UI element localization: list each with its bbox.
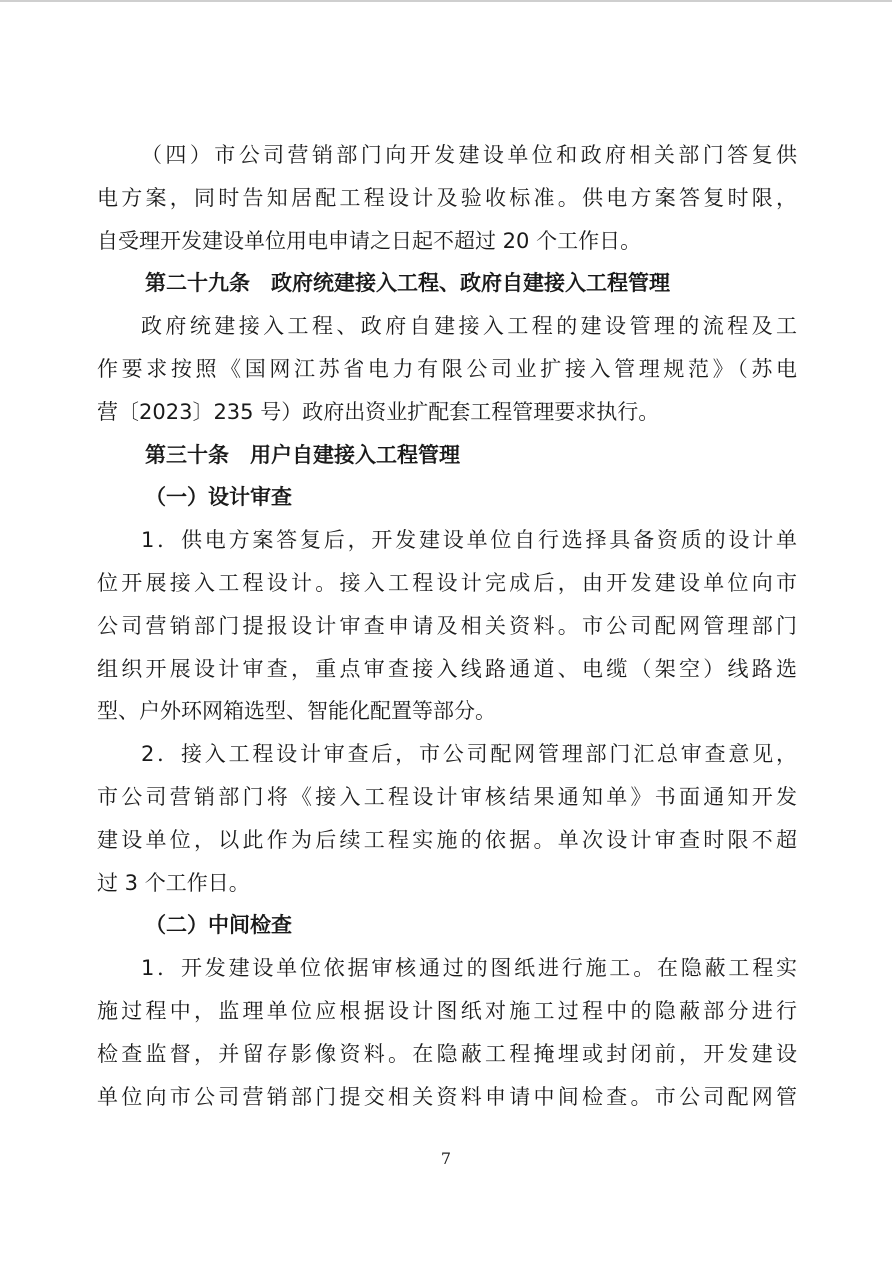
text-line: 检查监督，并留存影像资料。在隐蔽工程掩埋或封闭前，开发建设 (97, 1041, 797, 1066)
article-30 (97, 434, 797, 1119)
text-line: 位开展接入工程设计。接入工程设计完成后，由开发建设单位向市 (97, 570, 797, 595)
text-line: 市公司营销部门将《接入工程设计审核结果通知单》书面通知开发 (97, 784, 797, 809)
text-line: 过 3 个工作日。 (97, 870, 250, 895)
text-line: 2．接入工程设计审查后，市公司配网管理部门汇总审查意见， (141, 742, 797, 767)
text-line: 电方案，同时告知居配工程设计及验收标准。供电方案答复时限， (97, 185, 797, 210)
top-border-rule (0, 0, 892, 2)
paragraph-4 (97, 134, 797, 262)
section-intermediate-inspection (97, 904, 797, 1118)
text-line: 作要求按照《国网江苏省电力有限公司业扩接入管理规范》（苏电 (97, 356, 797, 381)
section-design-review-heading: （一）设计审查 (145, 485, 292, 510)
section-design-review (97, 476, 797, 904)
text-line: 1．开发建设单位依据审核通过的图纸进行施工。在隐蔽工程实 (141, 956, 797, 981)
article-29 (97, 262, 797, 433)
text-line: 建设单位，以此作为后续工程实施的依据。单次设计审查时限不超 (97, 827, 797, 852)
text-line: 政府统建接入工程、政府自建接入工程的建设管理的流程及工 (141, 314, 797, 339)
text-line: 型、户外环网箱选型、智能化配置等部分。 (97, 699, 496, 724)
article-30-heading: 第三十条 用户自建接入工程管理 (145, 442, 460, 467)
text-line: 1．供电方案答复后，开发建设单位自行选择具备资质的设计单 (141, 528, 797, 553)
document-body (97, 134, 797, 1118)
text-line: 自受理开发建设单位用电申请之日起不超过 20 个工作日。 (97, 228, 642, 253)
design-review-item-2 (97, 733, 797, 904)
text-line: 施过程中，监理单位应根据设计图纸对施工过程中的隐蔽部分进行 (97, 998, 797, 1023)
text-line: 单位向市公司营销部门提交相关资料申请中间检查。市公司配网管 (97, 1084, 797, 1109)
text-line: 公司营销部门提报设计审查申请及相关资料。市公司配网管理部门 (97, 613, 797, 638)
page-number: 7 (440, 1149, 452, 1168)
intermediate-inspection-item-1 (97, 947, 797, 1118)
text-line: 组织开展设计审查，重点审查接入线路通道、电缆（架空）线路选 (97, 656, 797, 681)
article-29-heading: 第二十九条 政府统建接入工程、政府自建接入工程管理 (145, 271, 670, 296)
section-intermediate-inspection-heading: （二）中间检查 (145, 913, 292, 938)
text-line: （四）市公司营销部门向开发建设单位和政府相关部门答复供 (141, 143, 797, 167)
text-line: 营〔2023〕235 号）政府出资业扩配套工程管理要求执行。 (97, 399, 660, 424)
design-review-item-1 (97, 519, 797, 733)
